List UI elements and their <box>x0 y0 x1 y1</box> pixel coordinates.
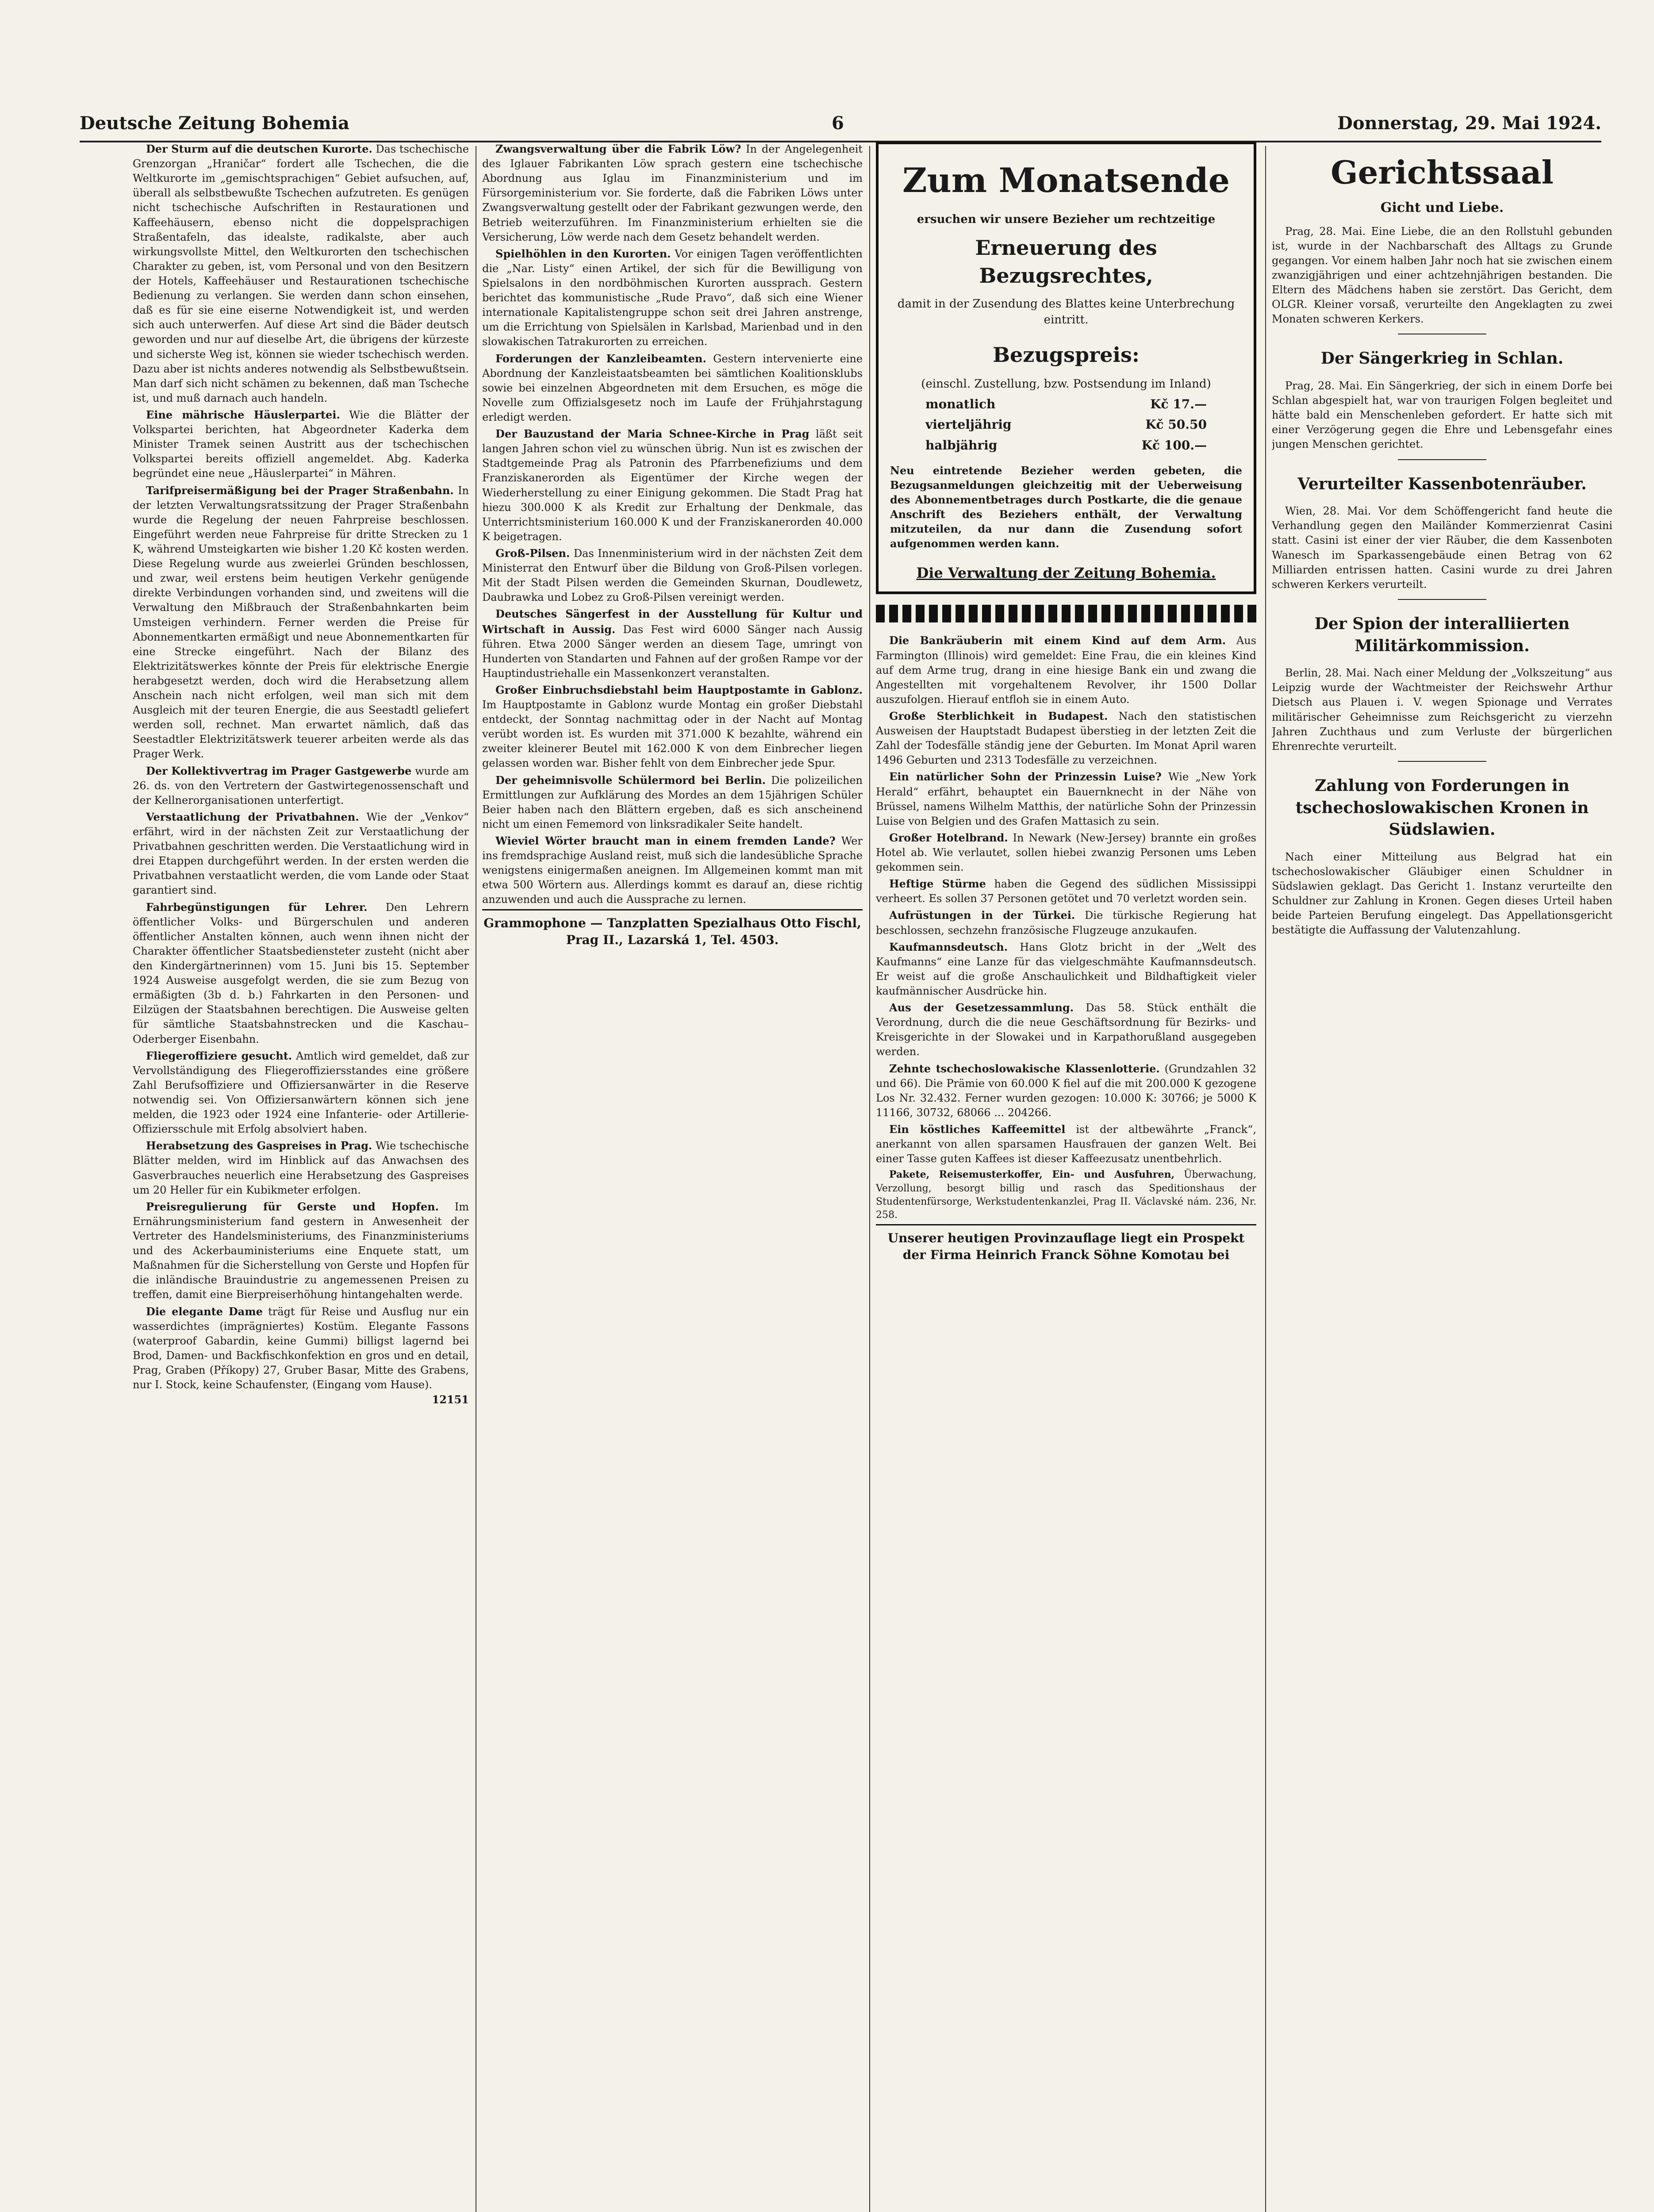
article-headline: Aus der Gesetzessammlung. <box>889 1001 1074 1014</box>
article <box>876 633 1256 707</box>
article-headline: Verurteilter Kassenbotenräuber. <box>1297 474 1587 493</box>
column-divider <box>1265 146 1266 2212</box>
article <box>482 607 863 681</box>
article-headline: Ein natürlicher Sohn der Prinzessin Luise? <box>889 770 1162 783</box>
issue-date: Donnerstag, 29. Mai 1924. <box>1337 113 1601 134</box>
article-headline: Großer Einbruchsdiebstahl beim Hauptpostamte in Gablonz. <box>495 683 863 696</box>
notice-heading: Erneuerung des Bezugsrechtes, <box>975 235 1157 288</box>
advertisement <box>133 1304 469 1406</box>
article <box>876 876 1256 906</box>
column-4 <box>1272 142 1612 2212</box>
article-body: Die türkische Regierung hat beschlossen, sechzehn französische Flugzeuge anzukaufen. <box>876 909 1256 937</box>
article-body: Aus Farmington (Illinois) wird gemeldet: Eine Frau, die ein kleines Kind auf dem Arme trug, drang in eine hiesige Bank ein und zwang die Angestellten mit vorgehaltenem Revolver, ihr 1500 Dollar auszufolgen. Hierauf entfloh sie in einem Auto. <box>876 634 1256 706</box>
price-subtitle: (einschl. Zustellung, bzw. Postsendung im Inland) <box>921 377 1211 391</box>
article-body: Das Fest wird 6000 Sänger nach Aussig führen. Etwa 2000 Sänger werden an diesem Tage, umringt von Hunderten von Standarten und Fahnen auf der großen Rampe vor der Hauptindustriehalle ein Massenkonzert veranstalten. <box>482 623 863 680</box>
article-body: Wien, 28. Mai. Vor dem Schöffengericht fand heute die Verhandlung gegen den Mailänder Kommerzienrat Casini statt. Casini ist einer der vier Räuber, die dem Kassenboten Wanesch im Sparkassengebäude einen Betrag von 62 Milliarden entrissen hatten. Casini wurde zu drei Jahren schweren Kerkers verurteilt. <box>1272 505 1612 591</box>
article <box>876 830 1256 875</box>
article-body: Nach den statistischen Ausweisen der Hauptstadt Budapest überstieg in der letzten Zeit die Zahl der Todesfälle ständig jene der Geburten. Im Monat April waren 1496 Geburten und 2313 Todesfälle zu verzeichnen. <box>876 710 1256 767</box>
article-headline: Herabsetzung des Gaspreises in Prag. <box>146 1139 372 1152</box>
article <box>133 764 469 808</box>
article <box>876 709 1256 768</box>
ad-headline: Die elegante Dame <box>146 1305 263 1318</box>
article-body: Den Lehrern öffentlicher Volks- und Bürgerschulen und anderen öffentlicher Anstalten können, auch wenn ihnen nicht der Charakter öffentlicher Staatsbediensteter zusteht (nicht aber den Kindergärtnerinnen) vom 15. Juni bis 15. September 1924 Ausweise ausgefolgt werden, die sie zum Bezug von ermäßigten (3b d. b.) Fahrkarten in den Personen- und Eilzügen der Staatsbahnen berechtigen. Die Ausweise gelten für sämtliche Staatsbahnstrecken und die Kaschau–Oderberger Eisenbahn. <box>133 901 469 1045</box>
article-body: Die polizeilichen Ermittlungen zur Aufklärung des Mordes an dem 15jährigen Schüler Beier haben nach den Blättern ergeben, daß es sich anscheinend nicht um einen Fememord von linksradikaler Seite handelt. <box>482 774 863 830</box>
article <box>133 810 469 898</box>
article-headline: Aufrüstungen in der Türkei. <box>889 909 1075 922</box>
advertisement <box>876 1168 1256 1222</box>
article-body: haben die Gegend des südlichen Mississippi verheert. Es sollen 37 Personen getötet und 70 verletzt worden sein. <box>876 878 1256 905</box>
article-body: Wer ins fremdsprachige Ausland reist, muß sich die landesübliche Sprache wenigstens einigermaßen aneignen. Im Allgemeinen kommt man mit etwa 500 Wörtern aus. Allerdings kommt es darauf an, diese richtig anzuwenden und auch die Aussprache zu lernen. <box>482 835 863 906</box>
price-title: Bezugspreis: <box>993 343 1140 367</box>
column-1 <box>133 142 469 2212</box>
article-body: In der letzten Verwaltungsratssitzung der Prager Straßenbahn wurde die Regelung der neuen Fahrpreise beschlossen. Eingeführt werden neue Fahrpreise für dritte Strecken zu 1 K, während Umsteigkarten wie bisher 1.20 Kč kosten werden. Diese Regelung wurde aus zweierlei Gründen beschlossen, und zwar, weil erstens beim heutigen Verkehr genügende direkte Verbindungen vorhanden sind, und zweitens will die Verwaltung den Mißbrauch der Straßenbahnkarten beim Umsteigen verhindern. Ferner werden die Preise für Abonnementkarten ermäßigt und neue Abonnementkarten für eine Strecke eingeführt. Nach der Bilanz des Elektrizitätswerkes könnte der Preis für elektrische Energie herabgesetzt werden, doch wird die Herabsetzung allem Anschein nach nicht erfolgen, weil man sich mit dem Ausgleich mit der teuren Energie, die aus Seestadtl geliefert werden soll, rechnet. Man erwartet nämlich, daß das Seestadtler Elektrizitätswerk teuerer arbeiten werde als das Prager Werk. <box>133 484 469 760</box>
article <box>133 407 469 481</box>
article <box>876 1122 1256 1166</box>
page-number: 6 <box>832 113 844 134</box>
article-body: Das Innenministerium wird in der nächsten Zeit dem Ministerrat den Entwurf über die Bildung von Groß-Pilsen vorlegen. Mit der Stadt Pilsen werden die Gemeinden Skurnan, Doudlewetz, Daubrawka und Lobez zu Groß-Pilsen vereinigt werden. <box>482 547 863 604</box>
divider <box>1398 599 1486 600</box>
article-body: Vor einigen Tagen veröffentlichten die „Nar. Listy“ einen Artikel, der sich für die Bewilligung von Spielsalons in den nordböhmischen Kurorten aussprach. Gestern berichtet das kommunistische „Rude Pravo“, daß sich eine Wiener internationale Kapitalistengruppe schon seit drei Jahren anstrenge, um die Errichtung von Spielsälen in Karlsbad, Marienbad und in den slowakischen Tatrakurorten zu erreichen. <box>482 247 863 348</box>
article-headline: Der Spion der interalliierten Militärkommission. <box>1314 614 1570 655</box>
article-body: ist der altbewährte „Franck“, anerkannt von allen sparsamen Hausfrauen der ganzen Welt. Bei einer Tasse guten Kaffees ist dieser Kaffeezusatz unentbehrlich. <box>876 1123 1256 1165</box>
article <box>482 546 863 605</box>
article-body: In der Angelegenheit des Iglauer Fabrikanten Löw sprach gestern eine tschechische Abordnung aus Iglau im Finanzministerium und im Fürsorgeministerium vor. Sie forderte, daß die Fabriken Löws unter Zwangsverwaltung gestellt oder der Fabrikant gezwungen werde, den Betrieb weiterzuführen. Im Finanzministerium erhielten sie die Versicherung, Löw werde nach dem Gesetz behandelt werden. <box>482 143 863 243</box>
article-headline: Gicht und Liebe. <box>1380 200 1504 216</box>
article-headline: Deutsches Sängerfest in der Ausstellung für Kultur und Wirtschaft in Aussig. <box>482 607 863 636</box>
article-headline: Ein köstliches Kaffeemittel <box>889 1122 1066 1136</box>
ornamental-divider <box>876 605 1256 622</box>
article <box>133 900 469 1047</box>
article-body: Prag, 28. Mai. Ein Sängerkrieg, der sich in einem Dorfe bei Schlan abgespielt hat, war von traurigen Folgen begleitet und hätte bald ein Menschenleben gefordert. Er hatte sich mit einer Verzögerung gegen die Ehre und Lebensgefahr eines jungen Menschen gerichtet. <box>1272 380 1612 451</box>
price-row: halbjährig Kč 100.— <box>925 438 1207 453</box>
article-headline: Wieviel Wörter braucht man in einem fremden Lande? <box>495 834 836 848</box>
divider <box>1398 761 1486 762</box>
article-body: Gestern intervenierte eine Abordnung der Kanzleistaatsbeamten bei sämtlichen Koalitionsklubs sowie bei einzelnen Abgeordneten mit dem Ersuchen, es möge die Novelle zum Offizialsgesetz noch im Laufe der Frühjahrstagung erledigt werden. <box>482 352 863 423</box>
article-headline: Zehnte tschechoslowakische Klassenlotterie. <box>889 1062 1160 1075</box>
article-headline: Zwangsverwaltung über die Fabrik Löw? <box>495 142 741 155</box>
article-headline: Forderungen der Kanzleibeamten. <box>495 352 706 365</box>
article-body: Prag, 28. Mai. Eine Liebe, die an den Rollstuhl gebunden ist, wurde in der Nachbarschaft des Alltags zu Grunde gegangen. Vor einem halben Jahr noch hat sie zwischen einem zwanzigjährigen und einer achtzehnjährigen bestanden. Die Eltern des Mädchens haben sie zerstört. Das Gericht, dem OLGR. Kleiner vorsaß, verurteilte den Angeklagten zu zwei Monaten schweren Kerkers. <box>1272 225 1612 326</box>
article-body: Nach einer Mitteilung aus Belgrad hat ein tschechoslowakischer Gläubiger einen Schuldner in Südslawien geklagt. Das Gericht 1. Instanz verurteilte den Schuldner zur Zahlung in Kronen. Gegen dieses Urteil haben beide Parteien Berufung eingelegt. Das Appellationsgericht bestätigte die Auffassung der Valutenzahlung. <box>1272 850 1612 937</box>
article <box>133 142 469 406</box>
price-row: vierteljährig Kč 50.50 <box>925 417 1207 432</box>
article-body: läßt seit langen Jahren schon viel zu wünschen übrig. Nun ist es zwischen der Stadtgemeinde Prag als Patronin des Pfarrbenefiziums und dem Franziskanerorden als Eigentümer der Kirche wegen der Wiederherstellung zu einer Einigung gekommen. Die Stadt Prag hat hiezu 300.000 K als Kredit zur Erhaltung der Denkmale, das Unterrichtsministerium 160.000 K und der Franziskanerorden 40.000 K beigetragen. <box>482 428 863 543</box>
article <box>482 833 863 907</box>
article <box>482 426 863 544</box>
article <box>482 246 863 349</box>
column-3 <box>876 142 1256 2212</box>
footer-advertisement: Grammophone — Tanzplatten Spezialhaus Otto Fischl, Prag II., Lazarská 1, Tel. 4503. <box>482 909 863 949</box>
article-headline: Eine mährische Häuslerpartei. <box>146 408 340 421</box>
article-headline: Heftige Stürme <box>889 877 986 891</box>
article-body: Das tschechische Grenzorgan „Hraničar“ fordert alle Tschechen, die die Weltkurorte im „gemischtsprachigen“ Gebiet aufsuchen, auf, überall als selbstbewußte Tschechen aufzutreten. Es genügen nicht tschechische Aufschriften in Restaurationen und Kaffeehäusern, ebenso nicht die doppelsprachigen Straßentafeln, das idealste, radikalste, aber auch wirkungsvollste Mittel, den Weltkurorten den tschechischen Charakter zu geben, ist, vom Personal und von den Besitzern der Hotels, Kaffeehäuser und Restaurationen tschechische Bedienung zu verlangen. Sie werden dann schon einsehen, daß es für sie eine eiserne Notwendigkeit ist, und werden sich auch unterwerfen. Auf diese Art sind die Bäder deutsch geworden und nur auf dieselbe Art, die übrigens der kürzeste und sicherste Weg ist, können sie wieder tschechisch werden. Dazu aber ist nichts anderes notwendig als Selbstbewußtsein. Man darf sich nicht schämen zu bekennen, daß man Tscheche ist, und muß darnach auch handeln. <box>133 143 469 404</box>
article-headline: Fliegeroffiziere gesucht. <box>146 1049 292 1062</box>
article-headline: Zahlung von Forderungen in tschechoslowakischen Kronen in Südslawien. <box>1295 776 1589 839</box>
article-headline: Verstaatlichung der Privatbahnen. <box>146 810 359 823</box>
article <box>876 940 1256 998</box>
article-headline: Spielhöhlen in den Kurorten. <box>495 247 671 260</box>
article-headline: Der Bauzustand der Maria Schnee-Kirche in Prag <box>495 427 810 441</box>
article-body: (Grundzahlen 32 und 66). Die Prämie von 60.000 K fiel auf die mit 200.000 K gezogene Los Nr. 32.432. Ferner wurden gezogen: 10.000 K: 30766; je 5000 K 11166, 30732, 68066 ... 204266. <box>876 1062 1256 1119</box>
article <box>876 908 1256 937</box>
article-headline: Der Sturm auf die deutschen Kurorte. <box>146 142 372 155</box>
article-headline: Der geheimnisvolle Schülermord bei Berlin. <box>495 773 766 787</box>
column-divider <box>869 146 870 2212</box>
subscription-notice <box>876 142 1256 594</box>
article <box>482 142 863 245</box>
article <box>133 1048 469 1137</box>
article-body: Im Ernährungsministerium fand gestern in Anwesenheit der Vertreter des Handelsministeriums, des Finanzministeriums und des Ackerbauministeriums eine Enquete statt, um Maßnahmen für die Sicherstellung von Gerste und Hopfen für die inländische Brauindustrie zu angemessenen Preisen zu treffen, damit eine Bierpreiserhöhung hintangehalten werde. <box>133 1200 469 1301</box>
price-note: Neu eintretende Bezieher werden gebeten, die Bezugsanmeldungen gleichzeitig mit der Ueberweisung des Abonnementbetrages durch Postkarte, die die genaue Anschrift des Beziehers enthält, der Verwaltung mitzuteilen, da nur dann die Zusendung sofort aufgenommen werden kann. <box>890 464 1242 550</box>
article-body: Wie tschechische Blätter melden, wird im Hinblick auf das Anwachsen des Gasverbrauches neuerlich eine Herabsetzung des Gaspreises um 20 Heller für ein Kubikmeter erfolgen. <box>133 1140 469 1196</box>
article-body: wurde am 26. ds. von den Vertretern der Gastwirtegenossenschaft und der Kellnerorganisationen unterfertigt. <box>133 764 469 806</box>
article <box>876 1000 1256 1059</box>
article-body: Wie „New York Herald“ erfährt, behauptet ein Bauernknecht in der Nähe von Brüssel, namens Wilhelm Matthis, der natürliche Sohn der Prinzessin Luise von Belgien und des Grafen Mattasich zu sein. <box>876 771 1256 827</box>
notice-title: Zum Monatsende <box>902 161 1230 200</box>
article <box>133 1199 469 1302</box>
article-headline: Der Sängerkrieg in Schlan. <box>1320 349 1564 368</box>
notice-subtitle: ersuchen wir unsere Bezieher um rechtzeitige <box>917 212 1216 226</box>
ad-body: Überwachung, Verzollung, besorgt billig und rasch das Speditionshaus der Studentenfürsorge, Werkstudentenkanzlei, Prag II. Václavské nám. 236, Nr. 258. <box>876 1169 1256 1221</box>
article-body: Wie der „Venkov“ erfährt, wird in der nächsten Zeit zur Verstaatlichung der Privatbahnen geschritten werden. Die Verstaatlichung wird in drei Etappen durchgeführt werden. In der ersten werden die Privatbahnen verstaatlicht werden, die vom Lande oder Staat garantiert sind. <box>133 810 469 897</box>
article-body: Wie die Blätter der Volkspartei berichten, hat Abgeordneter Kaderka dem Minister Tramek seinen Austritt aus der tschechischen Volkspartei bereits offiziell angemeldet. Abg. Kaderka begründet eine neue „Häuslerpartei“ in Mähren. <box>133 408 469 480</box>
article-body: Im Hauptpostamte in Gablonz wurde Montag ein großer Diebstahl entdeckt, der Sonntag nachmittag oder in der Nacht auf Montag verübt worden ist. Es wurden mit 371.000 K bezahlte, während ein zweiter kleinerer Beutel mit 162.000 K von dem Einbrecher liegen gelassen worden war. Bisher fehlt von dem Einbrecher jede Spur. <box>482 699 863 770</box>
article <box>482 773 863 832</box>
article-headline: Großer Hotelbrand. <box>889 831 1008 844</box>
article-body: Hans Glotz bricht in der „Welt des Kaufmanns“ eine Lanze für das vielgeschmähte Kaufmannsdeutsch. Er weist auf die große Anschaulichkeit und Bildhaftigkeit vieler kaufmännischer Ausdrücke hin. <box>876 941 1256 997</box>
article-headline: Tarifpreisermäßigung bei der Prager Straßenbahn. <box>146 484 454 497</box>
notice-subtext: damit in der Zusendung des Blattes keine Unterbrechung eintritt. <box>897 297 1235 326</box>
article-headline: Preisregulierung für Gerste und Hopfen. <box>146 1200 439 1213</box>
article-headline: Kaufmannsdeutsch. <box>889 940 1008 953</box>
divider <box>1398 459 1486 460</box>
article-body: Das 58. Stück enthält die Verordnung, durch die die neue Geschäftsordnung für Bezirks- und Kreisgerichte in der Slowakei und in Karpathorußland ausgegeben werden. <box>876 1002 1256 1058</box>
article-headline: Fahrbegünstigungen für Lehrer. <box>146 900 368 914</box>
article-headline: Große Sterblichkeit in Budapest. <box>889 710 1108 723</box>
ad-headline: Pakete, Reisemusterkoffer, Ein- und Ausfuhren, <box>889 1169 1175 1181</box>
article-body: Berlin, 28. Mai. Nach einer Meldung der „Volkszeitung“ aus Leipzig wurde der Wachtmeister der Reichswehr Arthur Dietsch aus Plauen i. V. wegen Spionage und Verrates militärischer Geheimnisse zum Reichsgericht zu vierzehn Jahren Zuchthaus und zum Verluste der bürgerlichen Ehrenrechte verurteilt. <box>1272 667 1612 753</box>
footer-notice: Unserer heutigen Provinzauflage liegt ein Prospekt der Firma Heinrich Franck Söhne Komotau bei <box>876 1224 1256 1264</box>
article-headline: Die Bankräuberin mit einem Kind auf dem Arm. <box>889 634 1226 647</box>
article-body: In Newark (New-Jersey) brannte ein großes Hotel ab. Wie verlautet, sollen hiebei zwanzig Personen ums Leben gekommen sein. <box>876 831 1256 874</box>
article <box>482 351 863 425</box>
masthead: Deutsche Zeitung Bohemia <box>80 113 349 134</box>
article <box>133 483 469 762</box>
ad-code: 12151 <box>432 1393 469 1406</box>
section-title: Gerichtssaal <box>1331 154 1554 191</box>
article <box>876 1061 1256 1120</box>
ad-body: trägt für Reise und Ausflug nur ein wasserdichtes (imprägniertes) Kostüm. Elegante Fassons (waterproof Gabardin, keine Gummi) billigst lagernd bei Brod, Damen- und Backfischkonfektion en gros und en detail, Prag, Graben (Příkopy) 27, Gruber Basar, Mitte des Grabens, nur I. Stock, keine Schaufenster, (Eingang vom Hause). <box>133 1305 469 1391</box>
article-body: Amtlich wird gemeldet, daß zur Vervollständigung des Fliegeroffiziersstandes eine größere Zahl Berufsoffiziere und Offiziersanwärter in die Reserve notwendig sei. Von Offiziersanwärtern können sich jene melden, die 1923 oder 1924 eine Infanterie- oder Artillerie-Offiziersschule mit Erfolg absolviert haben. <box>133 1049 469 1136</box>
article <box>876 769 1256 828</box>
column-2 <box>482 142 863 2212</box>
article <box>482 683 863 771</box>
price-row: monatlich Kč 17.— <box>925 396 1207 411</box>
article-headline: Groß-Pilsen. <box>495 546 570 560</box>
notice-signature: Die Verwaltung der Zeitung Bohemia. <box>916 565 1216 582</box>
article <box>133 1138 469 1197</box>
article-headline: Der Kollektivvertrag im Prager Gastgewerbe <box>146 764 412 777</box>
